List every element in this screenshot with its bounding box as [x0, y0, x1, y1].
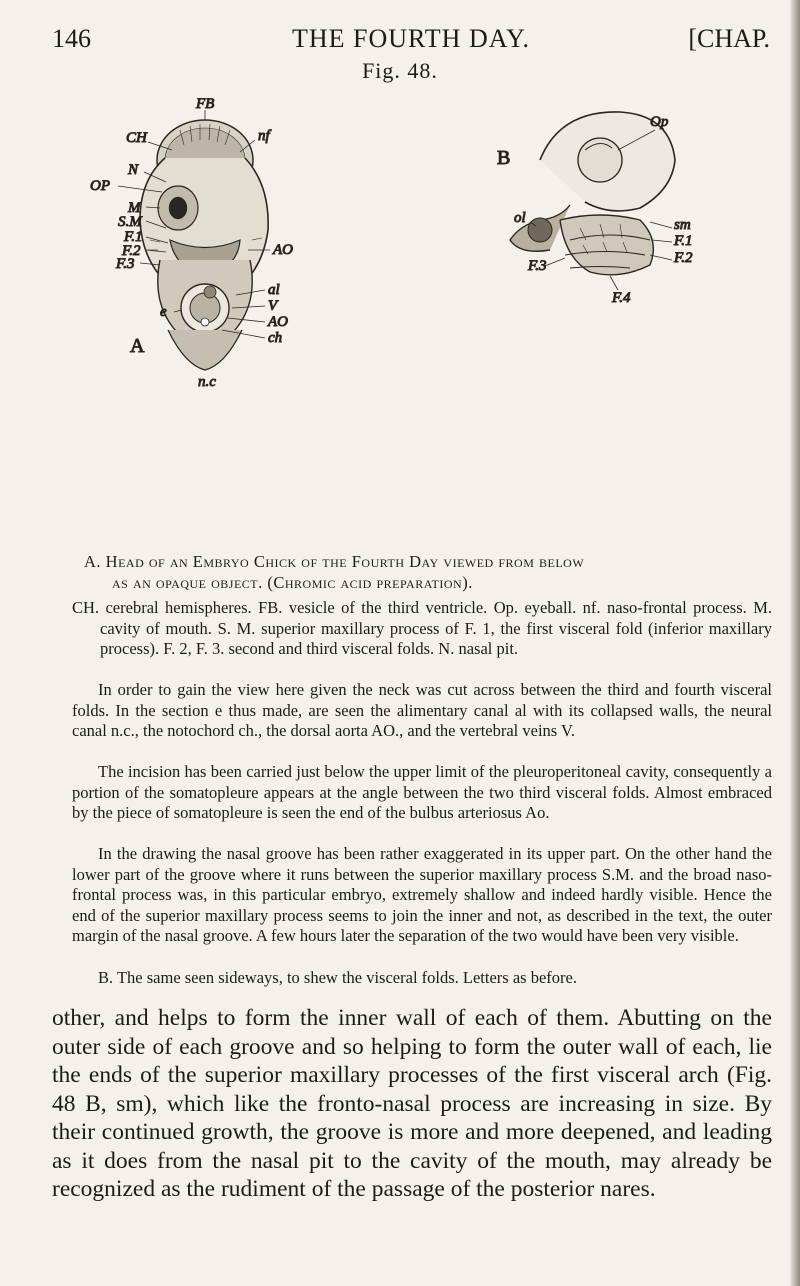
- figure-legend: [72, 598, 772, 660]
- label-f3-b: F.3: [528, 258, 547, 274]
- label-sm: S.M: [118, 214, 142, 230]
- label-sm-b: sm: [674, 217, 691, 233]
- figure-caption-title: [72, 552, 772, 593]
- label-al: al: [268, 282, 280, 298]
- figure-48-illustration: [0, 90, 800, 470]
- label-ch: CH: [126, 130, 147, 146]
- label-ol-b: ol: [514, 210, 526, 226]
- label-op: OP: [90, 178, 110, 194]
- label-b: B: [497, 147, 511, 169]
- label-ch-notochord: ch: [268, 330, 283, 346]
- label-f2-b: F.2: [674, 250, 693, 266]
- label-a: A: [130, 335, 145, 357]
- page-edge-shadow: [790, 0, 800, 1286]
- chapter-marker: [CHAP.: [688, 24, 770, 53]
- label-f1-b: F.1: [674, 233, 693, 249]
- caption-line-2: as an opaque object. (Chromic acid preparation).: [112, 572, 473, 592]
- page-number: 146: [52, 24, 91, 53]
- caption-line-1: A. Head of an Embryo Chick of the Fourth Day viewed from below: [84, 552, 585, 571]
- figure-label: Fig. 48.: [362, 58, 438, 83]
- panel-a-drawing: [90, 96, 293, 390]
- body-text: [52, 1004, 772, 1204]
- running-header: [52, 24, 770, 56]
- label-ao-lower: AO: [268, 314, 288, 330]
- label-f2: F.2: [122, 243, 141, 259]
- caption-paragraph-b: B. The same seen sideways, to shew the visceral folds. Letters as before.: [98, 968, 577, 987]
- label-f4-b: F.4: [612, 290, 631, 306]
- label-f3: F.3: [116, 256, 135, 272]
- label-ao-upper: AO: [273, 242, 293, 258]
- legend-abbreviations: CH. cerebral hemispheres. FB. vesicle of the third ventricle. Op. eyeball. nf. naso-frontal process. M. cavity of mouth. S. M. superior maxillary process of F. 1, the first visceral fold (inferior maxillary process). F. 2, F. 3. second and third visceral folds. N. nasal pit.: [72, 598, 772, 658]
- panel-b-drawing: [497, 112, 693, 306]
- label-op-b: Op: [650, 114, 669, 130]
- caption-paragraph-2: The incision has been carried just below the upper limit of the pleuroperitoneal cavity, consequently a portion of the somatopleure appears at the angle between the two third visceral folds. Almost embraced by the piece of somatopleure is seen the end of the bulbus arteriosus Ao.: [72, 762, 772, 822]
- body-paragraph: other, and helps to form the inner wall of each of them. Abutting on the outer side of each groove and so helping to form the outer wall of each, lie the ends of the superior maxillary processes of the first visceral arch (Fig. 48 B, sm), which like the fronto-nasal process are increasing in size. By their continued growth, the groove is more and more deepened, and leading as it does from the nasal pit to the cavity of the mouth, may already be recognized as the rudiment of the passage of the posterior nares.: [52, 1005, 772, 1202]
- label-v: V: [268, 298, 278, 314]
- label-n: N: [128, 162, 139, 178]
- label-e: e: [160, 304, 167, 320]
- running-title: THE FOURTH DAY.: [291, 24, 531, 53]
- caption-paragraph-1: In order to gain the view here given the neck was cut across between the third and fourth visceral folds. In the section e thus made, are seen the alimentary canal al with its collapsed walls, the neural canal n.c., the notochord ch., the dorsal aorta AO., and the vertebral veins V.: [72, 680, 772, 740]
- label-f1: F.1: [124, 229, 143, 245]
- label-fb: FB: [196, 96, 215, 112]
- label-nf: nf: [258, 128, 270, 144]
- label-nc: n.c: [198, 374, 216, 390]
- label-m: M: [128, 200, 141, 216]
- caption-paragraph-3: In the drawing the nasal groove has been rather exaggerated in its upper part. On the other hand the lower part of the groove where it runs between the superior maxillary process S.M. and the broad naso-frontal process was, in this particular embryo, extremely shallow and indeed hardly visible. Hence the end of the superior maxillary process seems to join the inner and not, as described in the text, the outer margin of the nasal groove. A few hours later the separation of the two would have been very visible.: [72, 844, 772, 945]
